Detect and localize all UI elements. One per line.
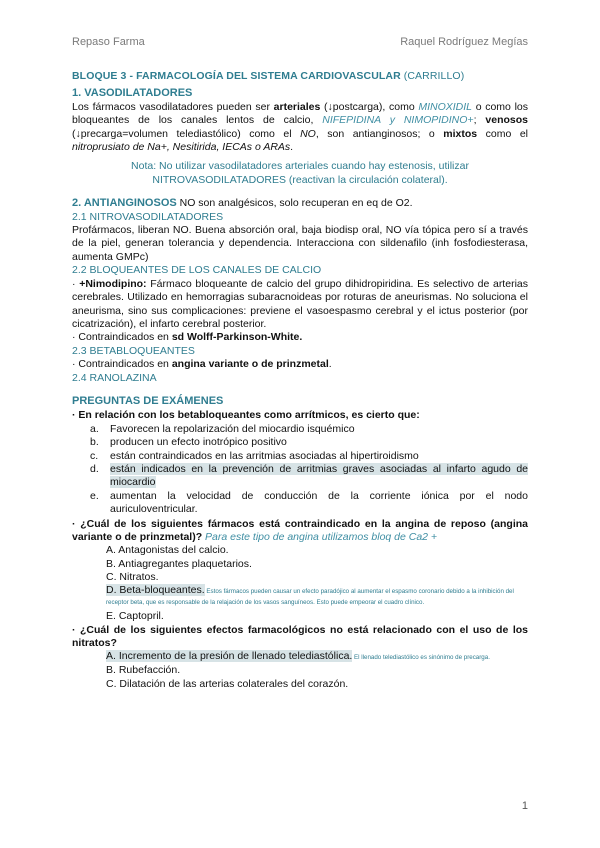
q2-option-c: C. Nitratos. xyxy=(106,571,159,584)
header-right: Raquel Rodríguez Megías xyxy=(400,36,528,48)
q2-option-a: A. Antagonistas del calcio. xyxy=(106,544,229,557)
question-3: · ¿Cuál de los siguientes efectos farmacológicos no está relacionado con el uso de los nitratos? xyxy=(72,624,528,650)
q1-option-b: b. producen un efecto inotrópico positivo xyxy=(90,436,287,449)
vasodilatadores-paragraph: Los fármacos vasodilatadores pueden ser arteriales (↓postcarga), como MINOXIDIL o como los bloqueantes de los canales lentos de calcio, NIFEPIDINA y NIMOPIDINO+; venosos (↓precarga=volumen telediastólico) como el NO, son antianginosos; o mixtos como el nitroprusiato de Na+, Nesitirida, IECAs o ARAs. xyxy=(72,100,529,154)
question-1-options xyxy=(72,423,528,517)
block-title xyxy=(72,70,528,83)
prinzmetal-contraindication: · Contraindicados en angina variante o de prinzmetal. xyxy=(72,358,332,371)
q1-option-d: d. están indicados en la prevención de arritmias graves asociadas al infarto agudo de miocardio xyxy=(90,462,528,489)
vasodilatadores-note: Nota: No utilizar vasodilatadores arteriales cuando hay estenosis, utilizar NITROVASODILATADORES (reactivan la circulación colateral). xyxy=(131,160,469,186)
q2-option-b: B. Antiagregantes plaquetarios. xyxy=(106,557,252,570)
q2-option-e: E. Captopril. xyxy=(106,609,164,622)
block-author: (CARRILLO) xyxy=(400,70,465,82)
document-body xyxy=(72,70,528,691)
question-3-options xyxy=(72,651,528,691)
nitrovasodilatadores-paragraph: Profármacos, liberan NO. Buena absorción oral, baja biodisp oral, NO vía tópica pero sí a través de la piel, generan tolerancia y dependencia. Interacciona con sildenafilo (inh fosfodiesterasa, aumenta GMPc) xyxy=(72,224,528,263)
q3-option-a: A. Incremento de la presión de llenado telediastólica. El llenado telediastólico es sinónimo de precarga. xyxy=(106,649,490,662)
question-2-options xyxy=(72,544,528,623)
exam-title: PREGUNTAS DE EXÁMENES xyxy=(72,394,224,407)
q2-option-d: D. Beta-bloqueantes. Estos fármacos pueden causar un efecto paradójico al aumentar el espasmo coronario debido a la inhibición del receptor beta, que es responsable de la relajación de los vasos sanguíneos. Esto puede empeorar el cuadro clínico. xyxy=(106,583,514,607)
sub-ranolazina: 2.4 RANOLAZINA xyxy=(72,371,157,384)
q1-option-e: e. aumentan la velocidad de conducción de la corriente iónica por el nodo auriculoventricular. xyxy=(90,489,528,516)
wpw-contraindication: · Contraindicados en sd Wolff-Parkinson-White. xyxy=(72,331,303,344)
sub-bloqueantes-calcio: 2.2 BLOQUEANTES DE LOS CANALES DE CALCIO xyxy=(72,264,322,277)
q3-option-b: B. Rubefacción. xyxy=(106,664,181,677)
header-left: Repaso Farma xyxy=(72,36,145,48)
block-title-text: BLOQUE 3 - FARMACOLOGÍA DEL SISTEMA CARDIOVASCULAR xyxy=(72,70,401,82)
q1-option-c: c. están contraindicados en las arritmias asociadas al hipertiroidismo xyxy=(90,449,419,462)
nimodipino-paragraph: · +Nimodipino: Fármaco bloqueante de calcio del grupo dihidropiridina. Es selectivo de arterias cerebrales. Utilizado en hemorragias subaracnoideas por roturas de aneurismas. No soluciona el aneurisma, sino sus complicaciones: previene el vasoespasmo cerebral y el ictus posterior (por cicatrización), el infarto cerebral posterior. xyxy=(72,277,528,330)
q3-option-c: C. Dilatación de las arterias colaterales del corazón. xyxy=(106,677,349,690)
section-vasodilatadores-title: 1. VASODILATADORES xyxy=(72,87,193,100)
sub-betabloqueantes: 2.3 BETABLOQUEANTES xyxy=(72,344,195,357)
section-antianginosos-title: 2. ANTIANGINOSOS NO son analgésicos, solo recuperan en eq de O2. xyxy=(72,197,413,210)
question-2: · ¿Cuál de los siguientes fármacos está contraindicado en la angina de reposo (angina variante o de prinzmetal)? Para este tipo de angina utilizamos bloq de Ca2 + xyxy=(72,517,528,543)
page-number: 1 xyxy=(521,800,528,812)
sub-nitrovasodilatadores: 2.1 NITROVASODILATADORES xyxy=(72,210,224,223)
q1-option-a: a. Favorecen la repolarización del miocardio isquémico xyxy=(90,422,355,435)
question-1: · En relación con los betabloqueantes como arrítmicos, es cierto que: xyxy=(72,409,420,422)
